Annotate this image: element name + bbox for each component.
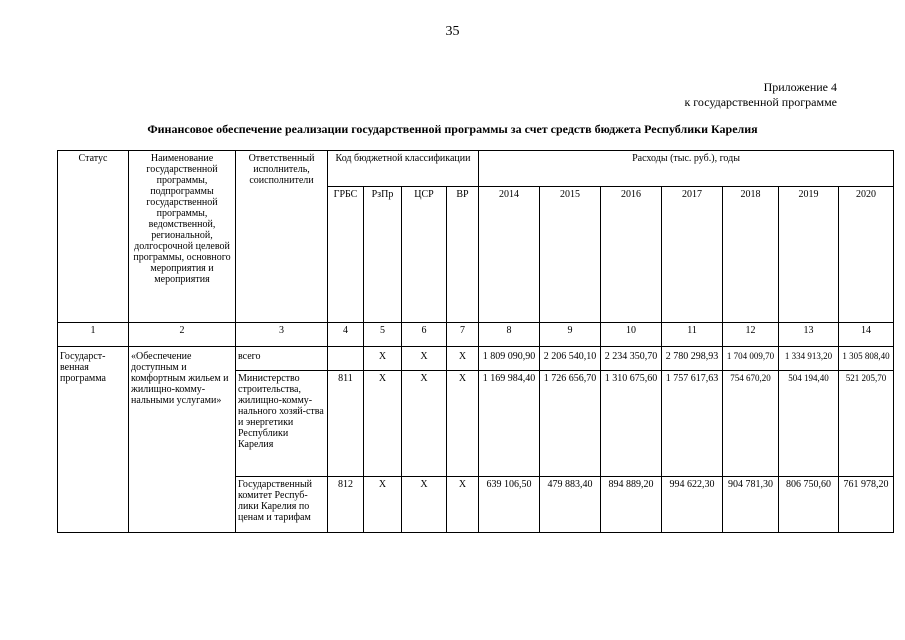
header-vr: ВР xyxy=(447,187,479,323)
column-number: 2 xyxy=(129,323,236,347)
row-value-2015: 1 726 656,70 xyxy=(540,371,601,477)
header-year-2019: 2019 xyxy=(779,187,839,323)
column-number: 7 xyxy=(447,323,479,347)
column-number: 4 xyxy=(328,323,364,347)
row-value-2016: 1 310 675,60 xyxy=(601,371,662,477)
row-value-2017: 1 757 617,63 xyxy=(662,371,723,477)
column-number: 5 xyxy=(364,323,402,347)
row-value-2014: 1 169 984,40 xyxy=(479,371,540,477)
column-number: 14 xyxy=(839,323,894,347)
row-value-2020: 761 978,20 xyxy=(839,477,894,533)
header-program-name: Наименование государственной программы, подпрограммы государственной программы, ведомственной, региональной, долгосрочной целевой программы, основного мероприятия и мероприятия xyxy=(129,151,236,323)
table-row-total xyxy=(58,347,894,371)
column-number: 1 xyxy=(58,323,129,347)
appendix-line-2: к государственной программе xyxy=(684,95,837,109)
appendix-line-1: Приложение 4 xyxy=(763,80,837,94)
row-value-2018: 1 704 009,70 xyxy=(723,347,779,371)
appendix-note xyxy=(684,80,837,110)
column-number-row xyxy=(58,323,894,347)
row-vr: Х xyxy=(447,477,479,533)
header-expenses: Расходы (тыс. руб.), годы xyxy=(479,151,894,187)
financing-table xyxy=(57,150,894,533)
row-rzpr: Х xyxy=(364,371,402,477)
header-year-2014: 2014 xyxy=(479,187,540,323)
row-executor: Министерство строительства, жилищно-комму-нального хозяй-ства и энергетики Республики Карелия xyxy=(236,371,328,477)
column-number: 12 xyxy=(723,323,779,347)
row-vr: Х xyxy=(447,347,479,371)
row-rzpr: Х xyxy=(364,477,402,533)
row-value-2018: 754 670,20 xyxy=(723,371,779,477)
column-number: 10 xyxy=(601,323,662,347)
header-grbs: ГРБС xyxy=(328,187,364,323)
row-value-2020: 521 205,70 xyxy=(839,371,894,477)
row-value-2020: 1 305 808,40 xyxy=(839,347,894,371)
row-value-2017: 994 622,30 xyxy=(662,477,723,533)
row-csr: Х xyxy=(402,347,447,371)
row-rzpr: Х xyxy=(364,347,402,371)
row-csr: Х xyxy=(402,477,447,533)
column-number: 3 xyxy=(236,323,328,347)
page-number: 35 xyxy=(445,24,460,39)
header-year-2017: 2017 xyxy=(662,187,723,323)
column-number: 9 xyxy=(540,323,601,347)
program-name: «Обеспечение доступным и комфортным жильем и жилищно-комму-нальными услугами» xyxy=(129,347,236,533)
header-budget-code: Код бюджетной классификации xyxy=(328,151,479,187)
column-number: 11 xyxy=(662,323,723,347)
header-row-1 xyxy=(58,151,894,187)
row-value-2014: 1 809 090,90 xyxy=(479,347,540,371)
row-executor: Государственный комитет Респуб-лики Карелия по ценам и тарифам xyxy=(236,477,328,533)
row-value-2019: 504 194,40 xyxy=(779,371,839,477)
header-year-2016: 2016 xyxy=(601,187,662,323)
row-grbs: 811 xyxy=(328,371,364,477)
header-executor: Ответственный исполнитель, соисполнители xyxy=(236,151,328,323)
header-csr: ЦСР xyxy=(402,187,447,323)
header-year-2015: 2015 xyxy=(540,187,601,323)
program-status: Государст-венная программа xyxy=(58,347,129,533)
header-status: Статус xyxy=(58,151,129,323)
document-title: Финансовое обеспечение реализации государственной программы за счет средств бюджета Республики Карелия xyxy=(147,122,758,136)
row-csr: Х xyxy=(402,371,447,477)
column-number: 6 xyxy=(402,323,447,347)
header-rzpr: РзПр xyxy=(364,187,402,323)
row-grbs: 812 xyxy=(328,477,364,533)
row-executor: всего xyxy=(236,347,328,371)
column-number: 8 xyxy=(479,323,540,347)
row-value-2015: 479 883,40 xyxy=(540,477,601,533)
row-value-2016: 894 889,20 xyxy=(601,477,662,533)
row-value-2014: 639 106,50 xyxy=(479,477,540,533)
row-vr: Х xyxy=(447,371,479,477)
row-grbs xyxy=(328,347,364,371)
row-value-2017: 2 780 298,93 xyxy=(662,347,723,371)
header-year-2018: 2018 xyxy=(723,187,779,323)
column-number: 13 xyxy=(779,323,839,347)
header-year-2020: 2020 xyxy=(839,187,894,323)
row-value-2019: 806 750,60 xyxy=(779,477,839,533)
row-value-2019: 1 334 913,20 xyxy=(779,347,839,371)
row-value-2018: 904 781,30 xyxy=(723,477,779,533)
row-value-2016: 2 234 350,70 xyxy=(601,347,662,371)
row-value-2015: 2 206 540,10 xyxy=(540,347,601,371)
